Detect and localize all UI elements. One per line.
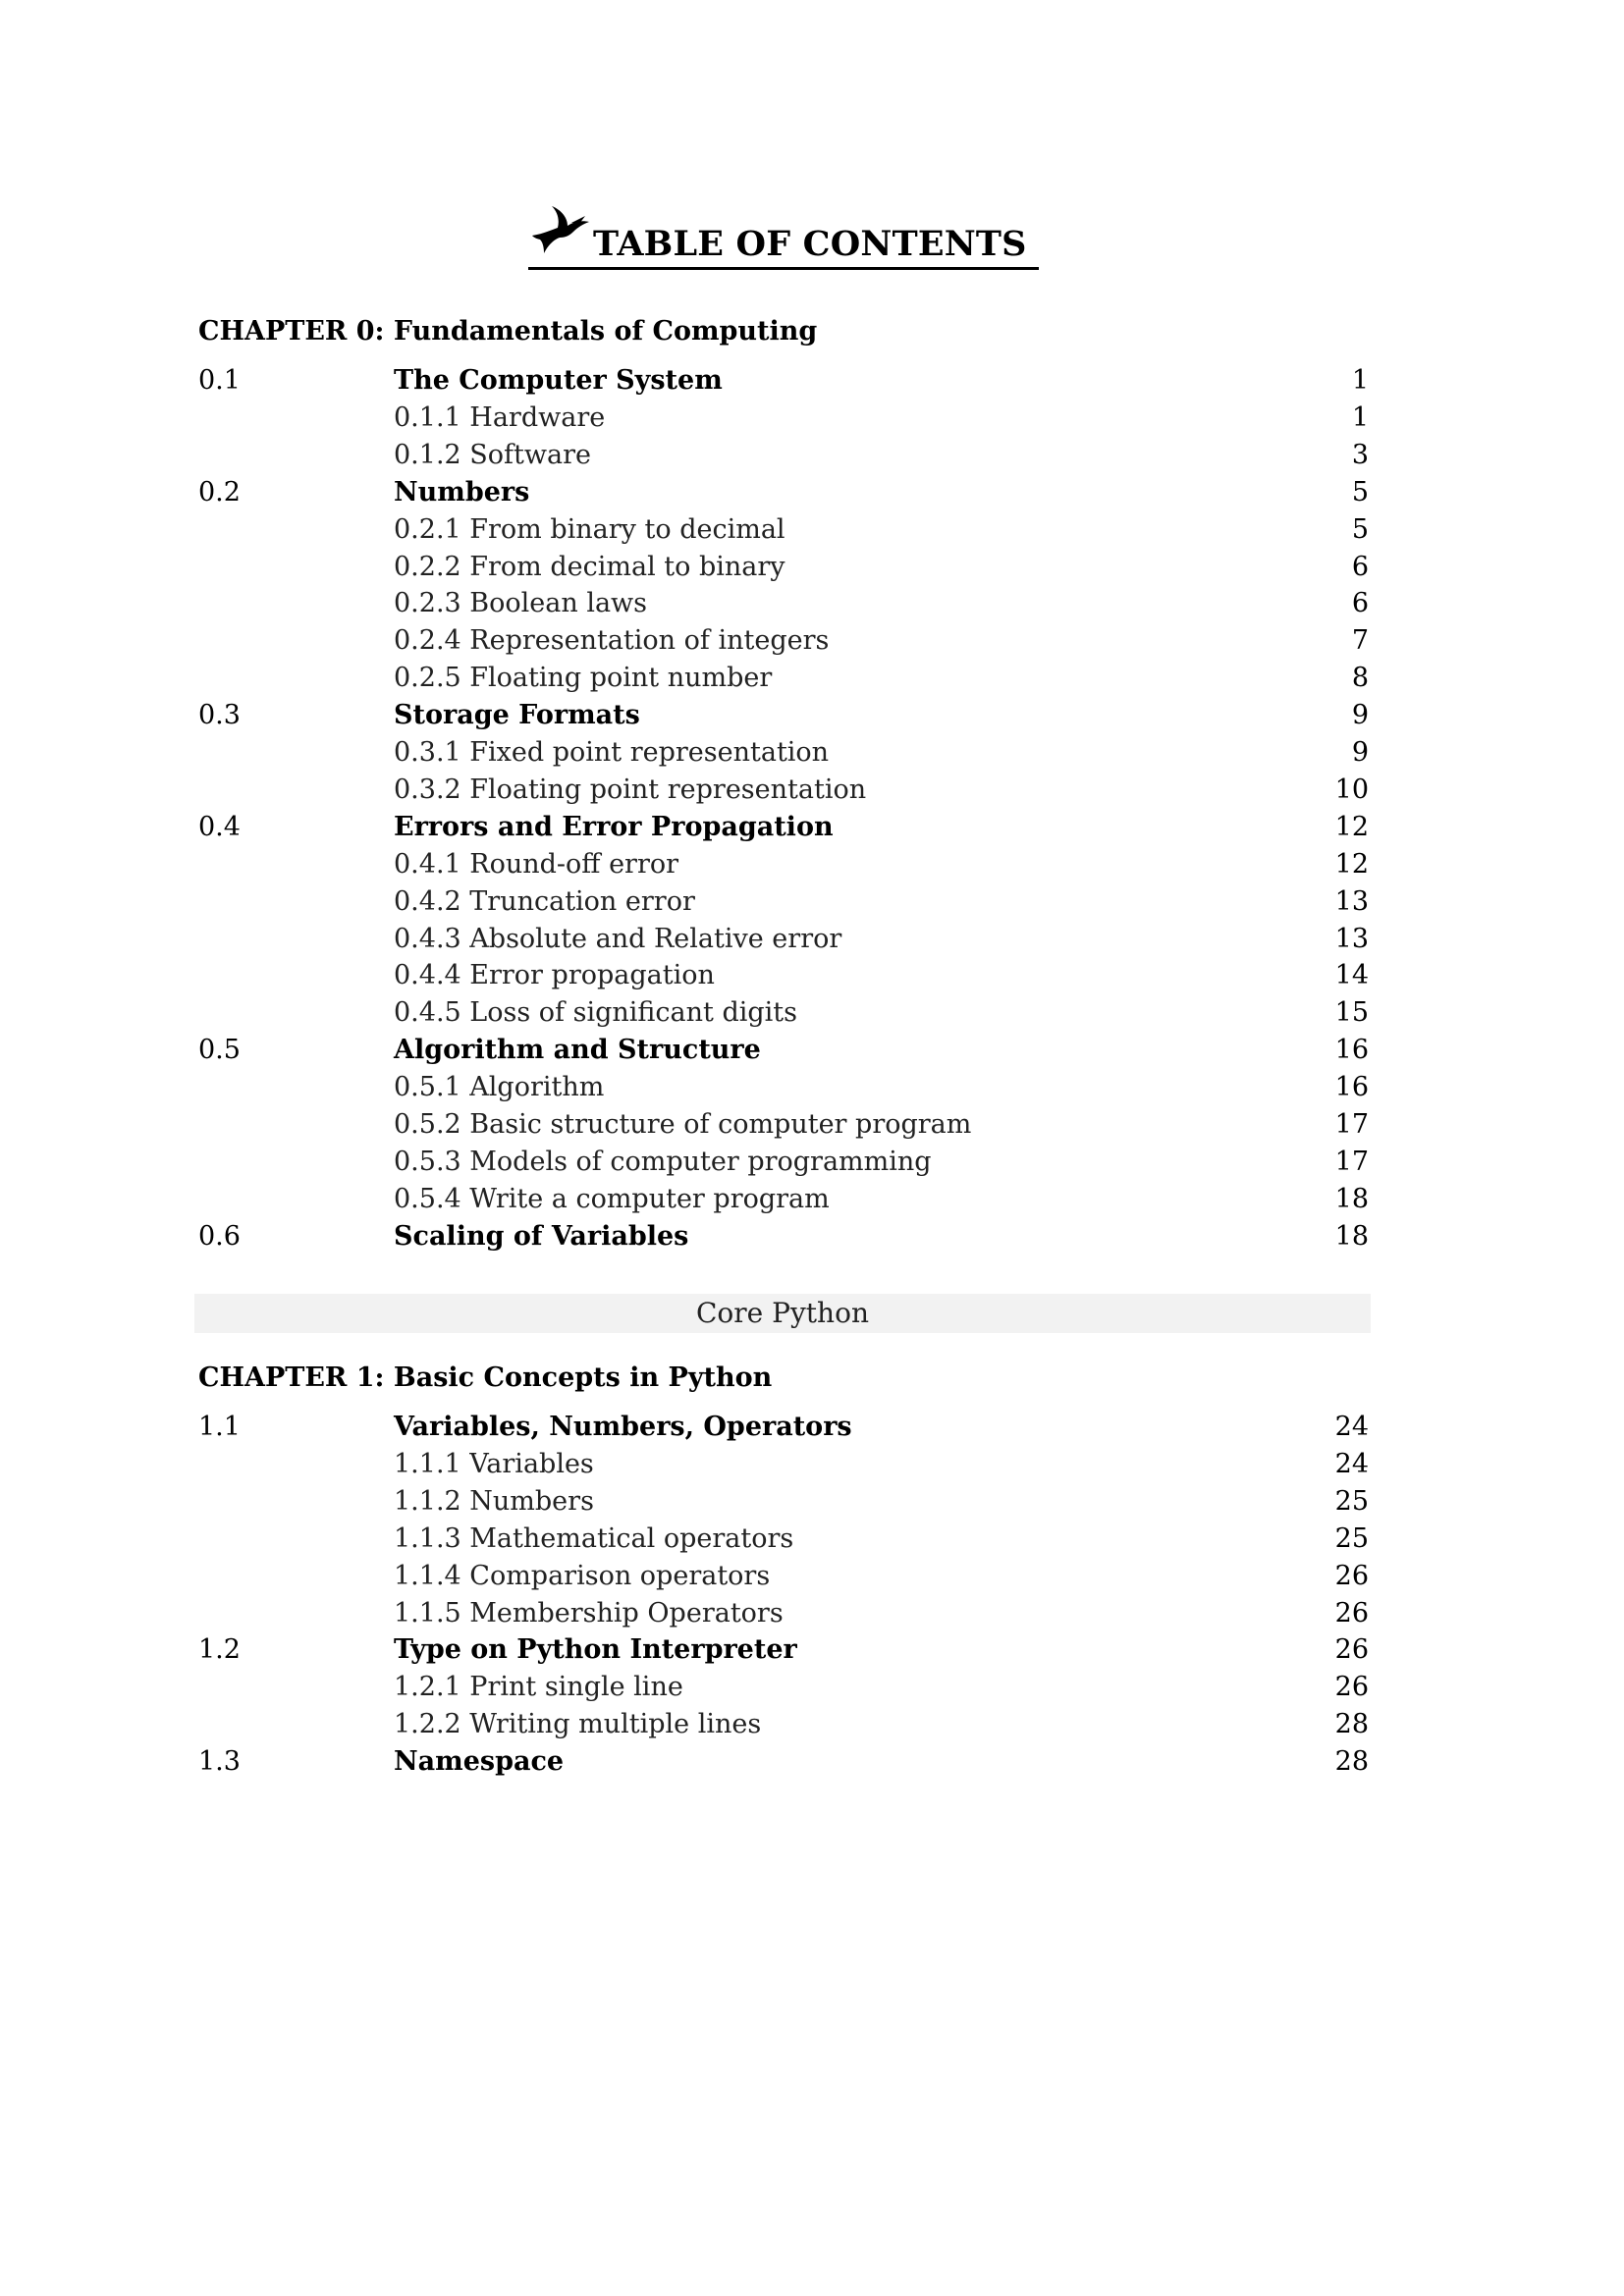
toc-entry-title: 0.2.2 From decimal to binary bbox=[394, 551, 785, 582]
toc-entry-page: 10 bbox=[1334, 774, 1369, 805]
toc-entry-title: 0.1.1 Hardware bbox=[394, 401, 606, 433]
toc-entry-page: 1 bbox=[1351, 401, 1369, 433]
toc-entry-title: 1.1.5 Membership Operators bbox=[394, 1597, 784, 1629]
toc-entry-title: 0.3.2 Floating point representation bbox=[394, 774, 867, 805]
toc-entry-page: 26 bbox=[1334, 1597, 1369, 1629]
toc-entry-number: 0.1 bbox=[198, 365, 241, 396]
toc-entry-page: 18 bbox=[1334, 1220, 1369, 1252]
toc-entry[interactable] bbox=[0, 1184, 1624, 1221]
toc-entry-page: 26 bbox=[1334, 1672, 1369, 1703]
toc-entry[interactable] bbox=[0, 812, 1624, 849]
toc-entry[interactable] bbox=[0, 625, 1624, 663]
toc-entry-title: 1.1.3 Mathematical operators bbox=[394, 1522, 794, 1554]
toc-entry-number: 0.2 bbox=[198, 476, 241, 507]
toc-entry[interactable] bbox=[0, 1486, 1624, 1523]
toc-entry-page: 9 bbox=[1351, 700, 1369, 731]
section-banner: Core Python bbox=[194, 1294, 1371, 1333]
toc-entry-page: 17 bbox=[1334, 1146, 1369, 1177]
toc-entry-title: 0.3.1 Fixed point representation bbox=[394, 737, 830, 768]
toc-entry[interactable] bbox=[0, 700, 1624, 737]
toc-entry-title: 0.5.1 Algorithm bbox=[394, 1072, 605, 1103]
toc-entry[interactable] bbox=[0, 365, 1624, 402]
toc-entry[interactable] bbox=[0, 1221, 1624, 1258]
toc-entry-title: 0.2.3 Boolean laws bbox=[394, 588, 648, 619]
toc-entry-number: 0.3 bbox=[198, 700, 241, 731]
toc-entry[interactable] bbox=[0, 1523, 1624, 1561]
toc-entry[interactable] bbox=[0, 1412, 1624, 1449]
toc-entry-title: 0.2.4 Representation of integers bbox=[394, 625, 830, 657]
toc-entry-number: 1.1 bbox=[198, 1412, 241, 1442]
toc-entry-page: 13 bbox=[1334, 923, 1369, 954]
toc-entry-title: 0.2.5 Floating point number bbox=[394, 663, 773, 694]
toc-entry-page: 28 bbox=[1334, 1746, 1369, 1778]
toc-entry-page: 26 bbox=[1334, 1560, 1369, 1591]
toc-entry-page: 25 bbox=[1334, 1485, 1369, 1517]
toc-entry-title: 0.1.2 Software bbox=[394, 439, 591, 470]
toc-entry-page: 3 bbox=[1351, 439, 1369, 470]
toc-entry[interactable] bbox=[0, 1147, 1624, 1184]
toc-entry-page: 7 bbox=[1351, 625, 1369, 657]
toc-entry[interactable] bbox=[0, 1709, 1624, 1746]
toc-entry-title: The Computer System bbox=[394, 365, 723, 396]
toc-entry-page: 8 bbox=[1351, 663, 1369, 694]
toc-entry-number: 1.2 bbox=[198, 1634, 241, 1666]
toc-entry-page: 16 bbox=[1334, 1072, 1369, 1103]
toc-entry[interactable] bbox=[0, 588, 1624, 625]
toc-entry[interactable] bbox=[0, 477, 1624, 514]
chapter-1-heading: CHAPTER 1: Basic Concepts in Python bbox=[198, 1362, 773, 1393]
toc-entry[interactable] bbox=[0, 1598, 1624, 1635]
chapter-0-heading: CHAPTER 0: Fundamentals of Computing bbox=[198, 316, 818, 347]
toc-entry[interactable] bbox=[0, 1109, 1624, 1147]
title-underline bbox=[528, 267, 1039, 270]
toc-entry-title: 0.4.5 Loss of significant digits bbox=[394, 997, 797, 1029]
toc-entry[interactable] bbox=[0, 1072, 1624, 1109]
toc-entry-page: 12 bbox=[1334, 811, 1369, 842]
toc-entry[interactable] bbox=[0, 886, 1624, 924]
toc-entry-title: Errors and Error Propagation bbox=[394, 811, 834, 842]
toc-entry-title: 0.2.1 From binary to decimal bbox=[394, 513, 785, 545]
toc-entry[interactable] bbox=[0, 402, 1624, 440]
page-title: TABLE OF CONTENTS bbox=[593, 224, 1027, 264]
toc-entry-page: 24 bbox=[1334, 1448, 1369, 1479]
title-block bbox=[528, 206, 1039, 275]
toc-entry[interactable] bbox=[0, 997, 1624, 1035]
toc-entry[interactable] bbox=[0, 924, 1624, 961]
toc-entry-page: 6 bbox=[1351, 588, 1369, 619]
toc-entry-number: 0.5 bbox=[198, 1035, 241, 1066]
toc-entry-title: 1.1.2 Numbers bbox=[394, 1485, 594, 1517]
toc-entry-title: Type on Python Interpreter bbox=[394, 1634, 797, 1666]
toc-entry[interactable] bbox=[0, 663, 1624, 700]
toc-entry[interactable] bbox=[0, 737, 1624, 774]
toc-entry-page: 25 bbox=[1334, 1522, 1369, 1554]
toc-entry-title: 1.2.2 Writing multiple lines bbox=[394, 1709, 762, 1740]
hummingbird-icon bbox=[530, 206, 591, 255]
toc-entry-page: 13 bbox=[1334, 885, 1369, 917]
toc-entry-page: 5 bbox=[1351, 513, 1369, 545]
toc-entry-page: 15 bbox=[1334, 997, 1369, 1029]
toc-entry[interactable] bbox=[0, 774, 1624, 812]
toc-entry-page: 26 bbox=[1334, 1634, 1369, 1666]
toc-entry-title: 0.4.1 Round-off error bbox=[394, 848, 679, 880]
toc-entry-page: 1 bbox=[1351, 365, 1369, 396]
toc-entry-title: Algorithm and Structure bbox=[394, 1035, 761, 1066]
toc-entry-title: Namespace bbox=[394, 1746, 565, 1778]
toc-entry[interactable] bbox=[0, 1561, 1624, 1598]
toc-entry-title: 0.4.2 Truncation error bbox=[394, 885, 695, 917]
toc-entry-page: 18 bbox=[1334, 1183, 1369, 1214]
toc-entry[interactable] bbox=[0, 1035, 1624, 1072]
toc-entry-number: 0.6 bbox=[198, 1220, 241, 1252]
toc-entry-title: 1.1.1 Variables bbox=[394, 1448, 594, 1479]
toc-entry-title: Scaling of Variables bbox=[394, 1220, 689, 1252]
toc-entry-title: 0.5.2 Basic structure of computer program bbox=[394, 1109, 972, 1140]
toc-entry-title: 1.2.1 Print single line bbox=[394, 1672, 683, 1703]
toc-entry-page: 6 bbox=[1351, 551, 1369, 582]
toc-entry-title: Variables, Numbers, Operators bbox=[394, 1412, 852, 1442]
toc-entry-title: 0.5.4 Write a computer program bbox=[394, 1183, 830, 1214]
toc-entry-page: 12 bbox=[1334, 848, 1369, 880]
toc-entry-page: 17 bbox=[1334, 1109, 1369, 1140]
toc-entry[interactable] bbox=[0, 849, 1624, 886]
toc-entry-title: Numbers bbox=[394, 476, 530, 507]
toc-entry[interactable] bbox=[0, 552, 1624, 589]
toc-entry[interactable] bbox=[0, 1449, 1624, 1486]
toc-entry[interactable] bbox=[0, 1634, 1624, 1672]
toc-entry-page: 24 bbox=[1334, 1412, 1369, 1442]
toc-entry-page: 28 bbox=[1334, 1709, 1369, 1740]
toc-entry-page: 16 bbox=[1334, 1035, 1369, 1066]
toc-entry[interactable] bbox=[0, 960, 1624, 997]
toc-entry[interactable] bbox=[0, 440, 1624, 477]
toc-entry-title: 0.5.3 Models of computer programming bbox=[394, 1146, 932, 1177]
toc-entry-number: 0.4 bbox=[198, 811, 241, 842]
toc-entry-page: 9 bbox=[1351, 737, 1369, 768]
toc-entry[interactable] bbox=[0, 1746, 1624, 1784]
toc-entry[interactable] bbox=[0, 1672, 1624, 1709]
toc-entry-title: 0.4.4 Error propagation bbox=[394, 960, 715, 991]
toc-entry-page: 14 bbox=[1334, 960, 1369, 991]
toc-entry[interactable] bbox=[0, 514, 1624, 552]
toc-entry-title: Storage Formats bbox=[394, 700, 640, 731]
toc-entry-title: 1.1.4 Comparison operators bbox=[394, 1560, 771, 1591]
toc-entry-title: 0.4.3 Absolute and Relative error bbox=[394, 923, 842, 954]
toc-entry-page: 5 bbox=[1351, 476, 1369, 507]
toc-entry-number: 1.3 bbox=[198, 1746, 241, 1778]
